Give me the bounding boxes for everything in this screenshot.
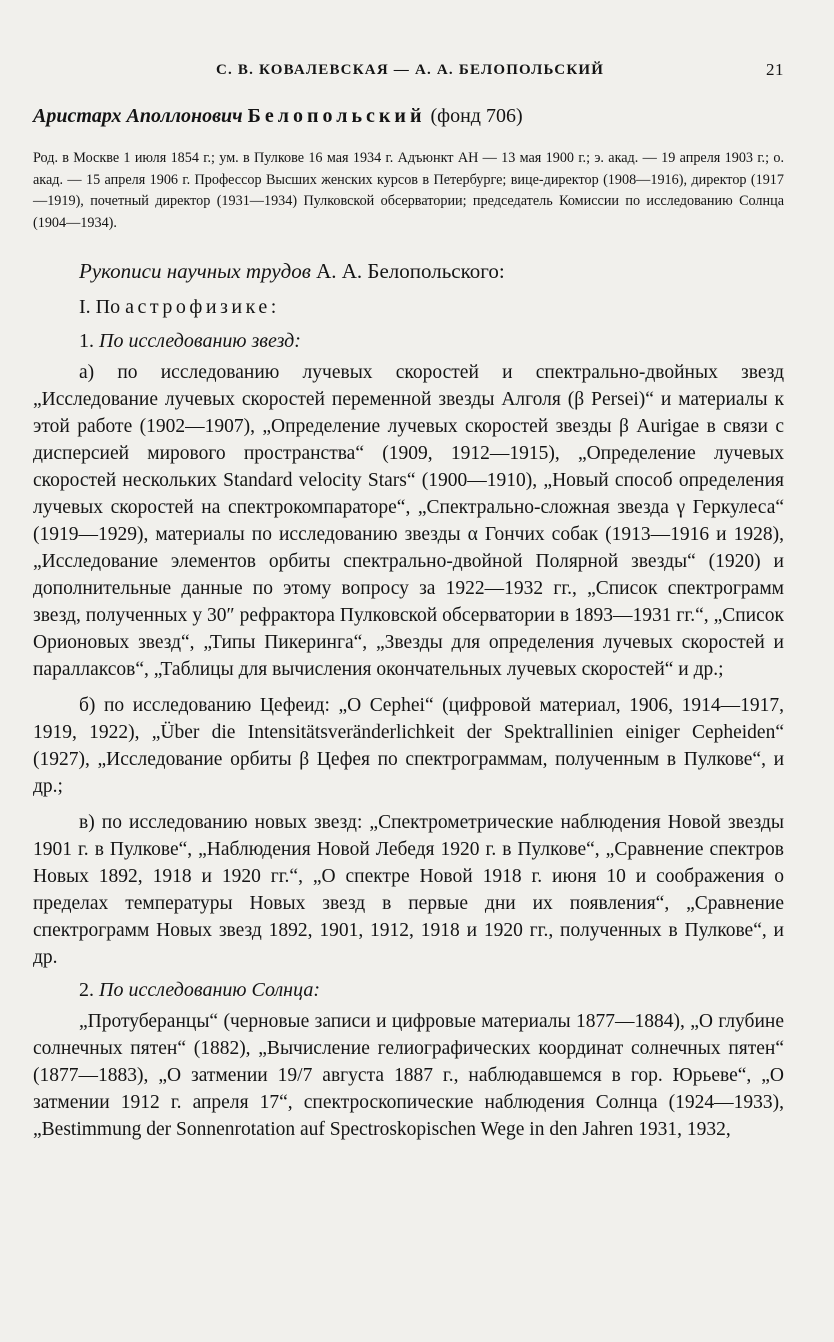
running-title: С. В. КОВАЛЕВСКАЯ — А. А. БЕЛОПОЛЬСКИЙ bbox=[216, 62, 605, 78]
person-heading bbox=[33, 102, 784, 130]
paragraph-v: в) по исследованию новых звезд: „Спектрометрические наблюдения Новой звезды 1901 г. в Пулкове“, „Наблюдения Новой Лебедя 1920 г. в Пулкове“, „Сравнение спектров Новых 1892, 1918 и 1920 гг.“, „О спектре Новой 1918 г. июня 10 и соображения о пределах температуры Новых звезд в первые дни их появления“, „Сравнение спектрограмм Новых звезд 1892, 1901, 1912, 1918 и 1920 гг., полученных в Пулкове“, и др. bbox=[33, 812, 784, 968]
subsection-label: По исследованию звезд: bbox=[99, 330, 301, 352]
subsection-number: 1. bbox=[79, 330, 94, 352]
part-number: I. bbox=[79, 296, 91, 318]
subsection-label: По исследованию Солнца: bbox=[99, 979, 321, 1001]
paragraph-sun: „Протуберанцы“ (черновые записи и цифровые материалы 1877—1884), „О глубине солнечных пятен“ (1882), „Вычисление гелиографических координат солнечных пятен“ (1877—1883), „О затмении 19/7 августа 1887 г., наблюдавшемся в гор. Юрьеве“, „О затмении 1912 г. апреля 17“, спектроскопические наблюдения Солнца (1924—1933), „Bestimmung der Sonnenrotation auf Spectroskopischen Wege in den Jahren 1931, 1932, bbox=[33, 1011, 784, 1140]
person-surname: Белопольский bbox=[247, 105, 426, 127]
subsection-heading-stars bbox=[33, 326, 784, 356]
section-title-rest: А. А. Белопольского: bbox=[316, 259, 505, 283]
section-title bbox=[33, 256, 784, 286]
subsection-number: 2. bbox=[79, 979, 94, 1001]
fond-number: (фонд 706) bbox=[430, 105, 523, 127]
part-label: астрофизике: bbox=[125, 296, 280, 318]
part-heading-astrophysics bbox=[33, 292, 784, 322]
paragraph-a: а) по исследованию лучевых скоростей и спектрально-двойных звезд „Исследование лучевых скоростей переменной звезды Алголя (β Persei)“ и материалы к этой работе (1902—1907), „Определение лучевых скоростей звезды β Aurigae в связи с дисперсией мирового пространства“ (1909, 1912—1915), „Определение лучевых скоростей нескольких Standard velocity Stars“ (1900—1910), „Новый способ определения лучевых скоростей на спектрокомпараторе“, „Спектрально-сложная звезда γ Геркулеса“ (1919—1929), материалы по исследованию звезды α Гончих собак (1913—1916 и 1928), „Исследование элементов орбиты спектрально-двойной Полярной звезды“ (1920) и дополнительные данные по этому вопросу за 1922—1932 гг., „Список спектрограмм звезд, полученных у 30″ рефрактора Пулковской обсерватории в 1893—1931 гг.“, „Список Орионовых звезд“, „Типы Пикеринга“, „Звезды для определения лучевых скоростей и параллаксов“, „Таблицы для вычисления окончательных лучевых скоростей“ и др.; bbox=[33, 362, 784, 680]
biography: Род. в Москве 1 июля 1854 г.; ум. в Пулкове 16 мая 1934 г. Адъюнкт АН — 13 мая 1900 г.; э. акад. — 19 апреля 1903 г.; о. акад. — 15 апреля 1906 г. Профессор Высших женских курсов в Петербурге; вице-директор (1908—1916), директор (1917—1919), почетный директор (1931—1934) Пулковской обсерватории; председатель Комиссии по исследованию Солнца (1904—1934). bbox=[33, 150, 784, 231]
page-number: 21 bbox=[766, 60, 784, 79]
subsection-heading-sun bbox=[33, 975, 784, 1005]
running-header bbox=[33, 54, 784, 88]
person-name: Аристарх Аполлонович bbox=[33, 105, 243, 127]
document-page bbox=[33, 54, 784, 1143]
part-label-pre: По bbox=[95, 296, 121, 318]
section-title-italic: Рукописи научных трудов bbox=[79, 259, 311, 283]
paragraph-b: б) по исследованию Цефеид: „О Cephei“ (цифровой материал, 1906, 1914—1917, 1919, 1922), „Über die Intensitätsveränderlichkeit der Spektrallinien einiger Cepheiden“ (1927), „Исследование орбиты β Цефея по спектрограммам, полученным в Пулкове“, и др.; bbox=[33, 695, 784, 797]
